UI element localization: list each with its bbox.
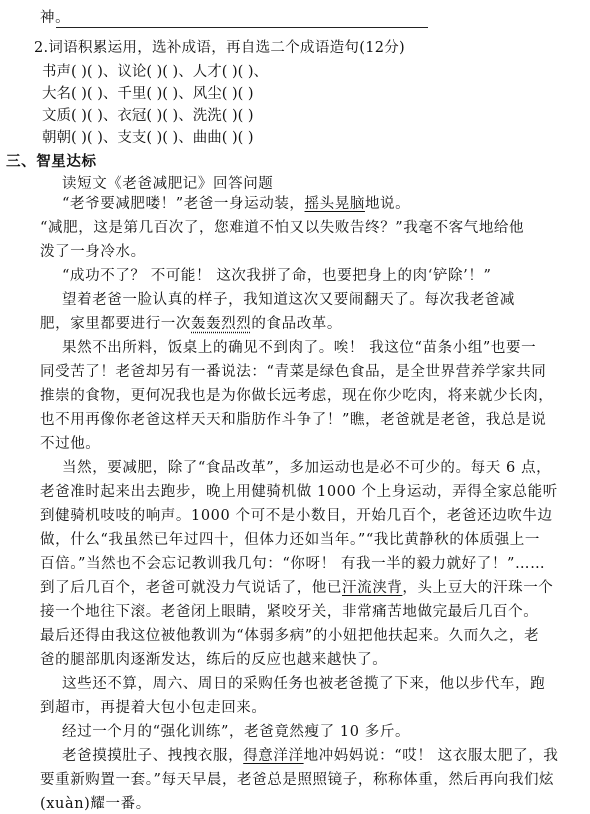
passage-text: 爸的腿部肌肉逐渐发达，练后的反应也越来越快了。 <box>40 652 388 668</box>
passage-line <box>62 674 545 694</box>
passage-line <box>62 266 491 286</box>
passage-line <box>40 506 553 526</box>
reading-title: 读短文《老爸减肥记》回答问题 <box>62 176 274 192</box>
passage-line <box>40 554 545 574</box>
passage-text: 到了后几百个，老爸可就没力气说话了，他已 <box>40 580 342 596</box>
passage-text: 这些还不算，周六、周日的采购任务也被老爸揽了下来，他以步代车，跑 <box>62 676 546 692</box>
passage-line <box>62 746 558 766</box>
passage-text: “老爷要减肥喽！”老爸一身运动装， <box>62 196 305 212</box>
passage-line <box>40 362 546 382</box>
passage-line <box>40 602 538 622</box>
passage-text: 做，什么“我虽然已年过四十，但体力还如当年。”“我比黄静秋的体质强上一 <box>40 532 540 548</box>
passage-text: 地冲妈妈说：“哎！ 这衣服太肥了，我 <box>303 748 559 764</box>
passage-text: 百倍。”当然也不会忘记教训我几句：“你呀！ 有我一半的毅力就好了！”…… <box>40 556 546 572</box>
passage-line <box>40 314 342 334</box>
passage-line <box>62 338 536 358</box>
passage-line <box>40 770 554 790</box>
passage-text: 当然，要减肥，除了“食品改革”，多加运动也是必不可少的。每天 6 点， <box>62 460 552 476</box>
passage-text: 同受苦了！老爸却另有一番说法：“青菜是绿色食品，是全世界营养学家共同 <box>40 364 547 380</box>
idiom-row: 文质( )( )、衣冠( )( )、洗洗( )( ) <box>42 108 254 124</box>
passage-text: 最后还得由我这位被他教训为“体弱多病”的小妞把他扶起来。久而久之，老 <box>40 628 540 644</box>
passage-text: 的食品改革。 <box>251 316 343 332</box>
passage-line <box>40 794 151 814</box>
passage-text: 老爸摸摸肚子、拽拽衣服， <box>62 748 244 764</box>
passage-line <box>40 218 524 238</box>
passage-text: 肥，家里都要进行一次 <box>40 316 191 332</box>
passage-line <box>62 194 410 214</box>
idiom-row: 朝朝( )( )、支支( )( )、曲曲( )( ) <box>42 130 254 146</box>
passage-line <box>40 410 546 430</box>
underlined-phrase: 摇头晃脑 <box>304 196 365 212</box>
answer-blank-line <box>56 27 428 28</box>
underlined-phrase: 汗流浃背 <box>342 580 403 596</box>
passage-line <box>40 698 267 718</box>
underlined-phrase: 轰轰烈烈 <box>191 316 252 332</box>
passage-line <box>40 434 100 454</box>
passage-text: 经过一个月的“强化训练”，老爸竟然瘦了 10 多斤。 <box>62 724 411 740</box>
passage-line <box>40 242 146 262</box>
passage-text: 到超市，再提着大包小包走回来。 <box>40 700 267 716</box>
passage-text: 接一个地往下滚。老爸闭上眼睛，紧咬牙关，非常痛苦地做完最后几百个。 <box>40 604 539 620</box>
passage-text: 要重新购置一套。”每天早晨，老爸总是照照镜子，称称体重，然后再向我们炫 <box>40 772 555 788</box>
passage-line <box>40 530 540 550</box>
idiom-row: 大名( )( )、千里( )( )、风尘( )( ) <box>42 86 254 102</box>
passage-line <box>62 290 515 310</box>
passage-line <box>40 386 553 406</box>
section-3-title: 三、智星达标 <box>6 154 97 170</box>
passage-text: 推崇的食物，更何况我也是为你做长远考虑，现在你少吃肉，将来就少长肉， <box>40 388 554 404</box>
passage-text: 到健骑机吱吱的响声。1000 个可不是小数目，开始几百个，老爸还边吹牛边 <box>40 508 553 524</box>
passage-line <box>40 650 387 670</box>
passage-line <box>62 458 551 478</box>
idiom-row: 书声( )( )、议论( )( )、人才( )( )、 <box>42 64 269 80</box>
passage-text: 老爸准时起来出去跑步，晚上用健骑机做 1000 个上身运动，弄得全家总能听 <box>40 484 558 500</box>
passage-line <box>40 578 553 598</box>
passage-text: 不过他。 <box>40 436 101 452</box>
passage-text: ，头上豆大的汗珠一个 <box>402 580 554 596</box>
passage-line <box>40 626 539 646</box>
passage-line <box>40 482 558 502</box>
passage-text: (xuàn)耀一番。 <box>40 796 151 812</box>
passage-text: 果然不出所料，饭桌上的确见不到肉了。唉！ 我这位“苗条小组”也要一 <box>62 340 537 356</box>
passage-text: “成功不了？ 不可能！ 这次我拼了命，也要把身上的肉‘铲除’！” <box>62 268 492 284</box>
top-fragment: 神。 <box>40 10 71 26</box>
passage-text: 地说。 <box>364 196 411 212</box>
passage-line <box>62 722 410 742</box>
passage-text: 也不用再像你老爸这样天天和脂肪作斗争了！”瞧，老爸就是老爸，我总是说 <box>40 412 547 428</box>
passage-text: “减肥，这是第几百次了，您难道不怕又以失败告终？”我毫不客气地给他 <box>40 220 525 236</box>
passage-text: 望着老爸一脸认真的样子，我知道这次又要闹翻天了。每次我老爸减 <box>62 292 515 308</box>
underlined-phrase: 得意洋洋 <box>243 748 304 764</box>
question-2-title: 2.词语积累运用，选补成语，再自选二个成语造句(12分) <box>34 40 405 56</box>
passage-text: 泼了一身冷水。 <box>40 244 146 260</box>
